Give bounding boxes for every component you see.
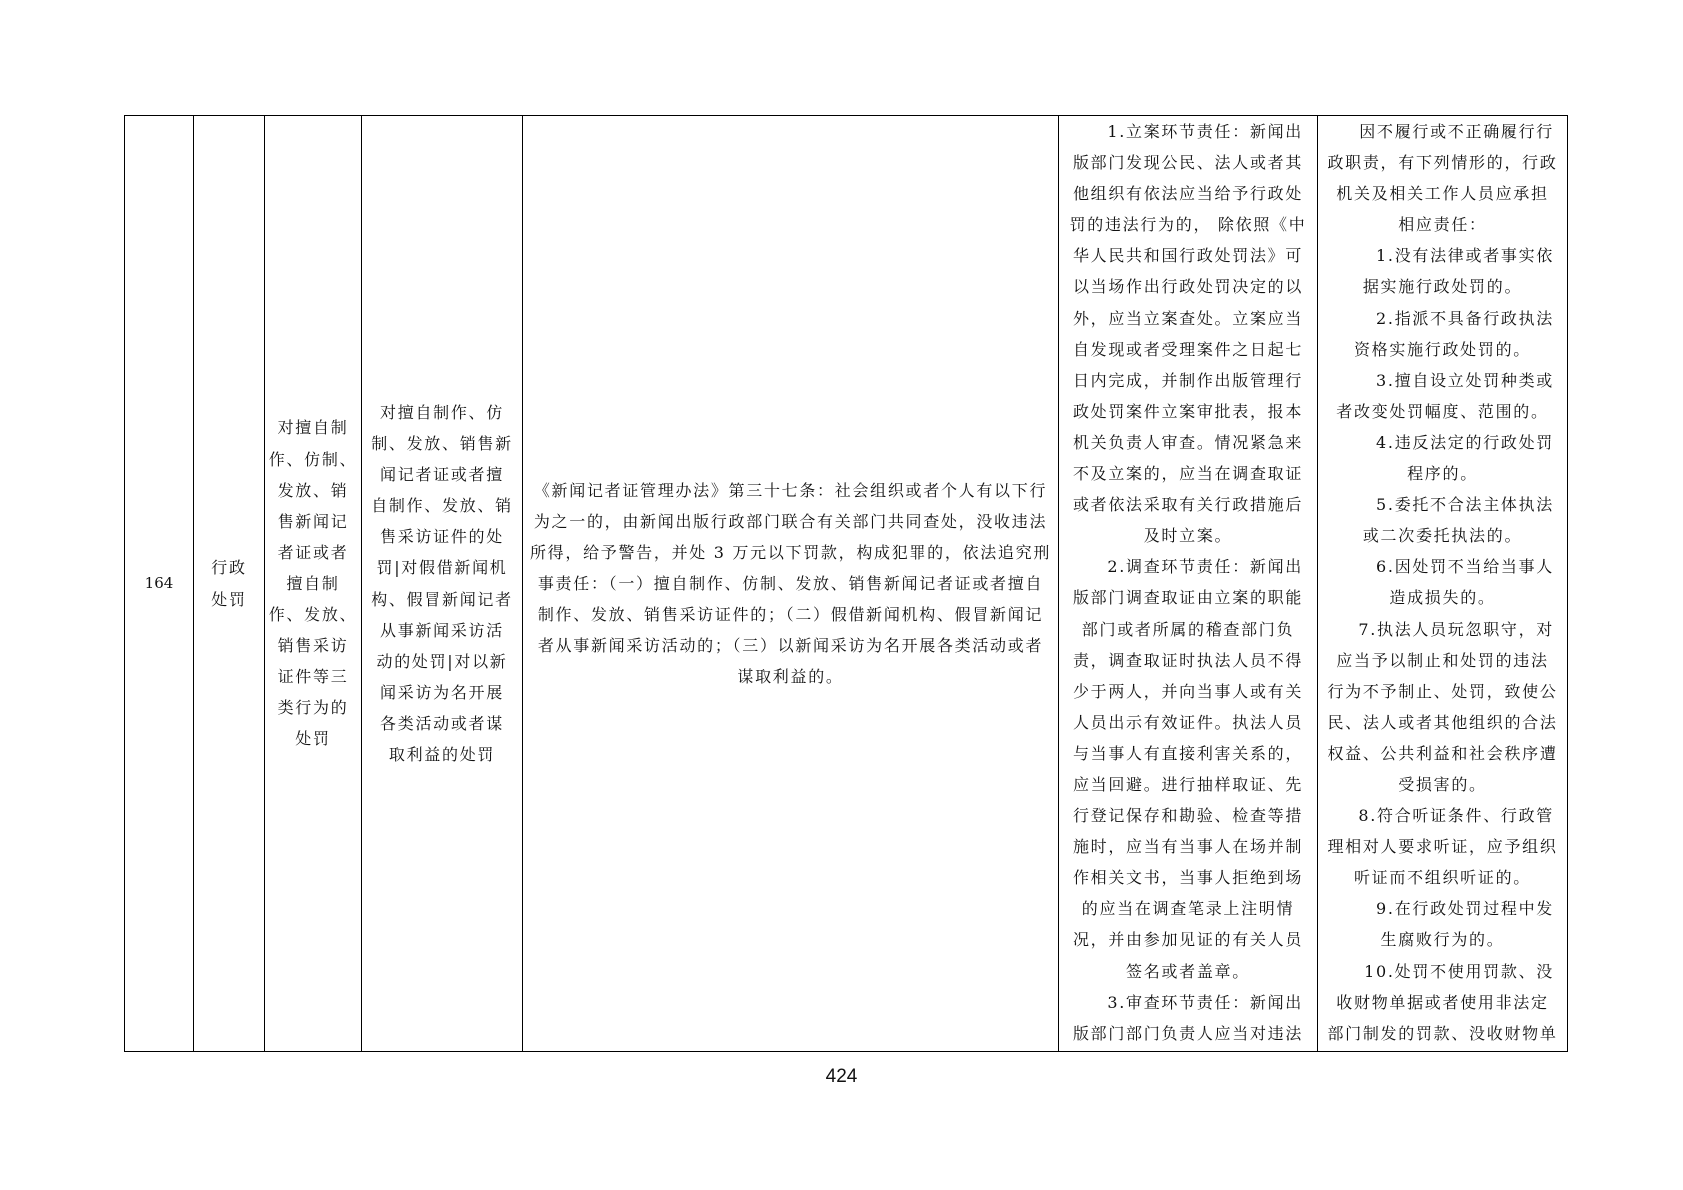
cell-line: 理相对人要求听证，应予组织 (1327, 837, 1558, 857)
cell-line: 生腐败行为的。 (1380, 930, 1505, 950)
cell-line: 制、发放、销售新 (371, 434, 513, 454)
cell-line: 作、发放、 (268, 605, 358, 625)
cell-line: 事责任：（一）擅自制作、仿制、发放、销售新闻记者证或者擅自 (537, 573, 1044, 593)
cell-line: 收财物单据或者使用非法定 (1336, 992, 1549, 1012)
paragraph-first-line: 10.处罚不使用罚款、没 (1364, 961, 1554, 981)
cell-line: 的应当在调查笔录上注明情 (1081, 899, 1295, 919)
paragraph-first-line: 2.调查环节责任：新闻出 (1107, 557, 1303, 577)
cell-category (194, 116, 265, 1051)
cell-line: 处罚 (211, 589, 247, 609)
cell-line: 签名或者盖章。 (1126, 961, 1250, 981)
cell-line: 日内完成，并制作出版管理行 (1072, 370, 1304, 390)
cell-item-name (265, 116, 362, 1051)
cell-line: 不及立案的，应当在调查取证 (1072, 464, 1304, 484)
cell-line: 人员出示有效证件。执法人员 (1072, 712, 1304, 732)
cell-line: 造成损失的。 (1389, 588, 1496, 608)
cell-line: 应当回避。进行抽样取证、先 (1072, 774, 1304, 794)
cell-line: 销售采访 (277, 636, 349, 656)
paragraph-first-line: 1.立案环节责任：新闻出 (1107, 122, 1303, 141)
cell-line: 行登记保存和勘验、检查等措 (1072, 806, 1304, 826)
cell-line: 发放、销 (277, 480, 349, 500)
cell-line: 闻记者证或者擅 (380, 465, 504, 485)
cell-line: 机关及相关工作人员应承担 (1336, 184, 1549, 204)
cell-line: 者改变处罚幅度、范围的。 (1336, 401, 1549, 421)
paragraph-first-line: 5.委托不合法主体执法 (1376, 495, 1554, 515)
cell-line: 罚|对假借新闻机 (376, 558, 508, 578)
cell-seq (125, 116, 194, 1051)
cell-line: 构、假冒新闻记者 (371, 589, 513, 609)
paragraph-first-line: 6.因处罚不当给当事人 (1376, 557, 1554, 577)
cell-line: 动的处罚|对以新 (376, 651, 508, 671)
paragraph-first-line: 7.执法人员玩忽职守，对 (1358, 619, 1554, 639)
cell-line: 行政 (211, 558, 247, 578)
cell-line: 政处罚案件立案审批表，报本 (1072, 401, 1304, 421)
cell-line: 从事新闻采访活 (380, 620, 504, 640)
cell-line: 者从事新闻采访活动的；（三）以新闻采访为名开展各类活动或者 (537, 636, 1044, 656)
cell-line: 以当场作出行政处罚决定的以 (1072, 277, 1304, 297)
cell-line: 或者依法采取有关行政措施后 (1072, 495, 1304, 515)
cell-line: 处罚 (295, 729, 331, 749)
cell-line: 自制作、发放、销 (371, 496, 513, 516)
cell-line: 版部门发现公民、法人或者其 (1072, 153, 1304, 173)
cell-line: 售采访证件的处 (380, 527, 504, 547)
cell-line: 制作、发放、销售采访证件的；（二）假借新闻机构、假冒新闻记 (537, 605, 1044, 625)
cell-line: 各类活动或者谋 (380, 713, 504, 733)
cell-line: 受损害的。 (1398, 774, 1487, 794)
cell-line: 所得，给予警告，并处 3 万元以下罚款，构成犯罪的，依法追究刑 (529, 542, 1052, 562)
cell-line: 华人民共和国行政处罚法》可 (1072, 246, 1304, 266)
cell-line: 售新闻记 (277, 511, 349, 531)
paragraph-first-line: 因不履行或不正确履行行 (1359, 122, 1554, 141)
cell-line: 民、法人或者其他组织的合法 (1327, 712, 1558, 732)
cell-line: 类行为的 (277, 698, 349, 718)
cell-line: 行为不予制止、处罚，致使公 (1327, 681, 1558, 701)
cell-line: 对擅自制作、仿 (380, 402, 504, 422)
row-number: 164 (144, 573, 174, 592)
cell-sub-item (362, 116, 523, 1051)
cell-line: 况，并由参加见证的有关人员 (1072, 930, 1304, 950)
cell-line: 对擅自制 (277, 418, 349, 438)
cell-line: 作、仿制、 (268, 449, 358, 469)
cell-line: 与当事人有直接利害关系的， (1072, 743, 1304, 763)
cell-line: 《新闻记者证管理办法》第三十七条：社会组织或者个人有以下行 (533, 480, 1048, 500)
cell-line: 证件等三 (277, 667, 349, 687)
cell-line: 版部门调查取证由立案的职能 (1072, 588, 1304, 608)
cell-line: 及时立案。 (1143, 526, 1233, 546)
cell-line: 或二次委托执法的。 (1362, 526, 1523, 546)
cell-line: 取利益的处罚 (388, 744, 496, 764)
cell-line: 版部门部门负责人应当对违法 (1072, 1023, 1304, 1043)
cell-line: 少于两人，并向当事人或有关 (1072, 681, 1304, 701)
paragraph-first-line: 3.擅自设立处罚种类或 (1376, 370, 1554, 390)
paragraph-first-line: 1.没有法律或者事实依 (1376, 246, 1554, 266)
page-number: 424 (825, 1066, 858, 1087)
cell-line: 据实施行政处罚的。 (1362, 277, 1523, 297)
paragraph-first-line: 2.指派不具备行政执法 (1376, 308, 1554, 328)
cell-line: 罚的违法行为的， 除依照《中 (1069, 215, 1307, 235)
cell-line: 政职责，有下列情形的，行政 (1327, 153, 1558, 173)
cell-line: 擅自制 (286, 573, 340, 593)
cell-line: 程序的。 (1407, 464, 1478, 484)
cell-responsibility (1059, 116, 1318, 1051)
cell-line: 责，调查取证时执法人员不得 (1072, 650, 1304, 670)
cell-line: 部门制发的罚款、没收财物单 (1327, 1023, 1558, 1043)
cell-line: 者证或者 (277, 542, 349, 562)
responsibility-table (124, 115, 1568, 1052)
cell-line: 自发现或者受理案件之日起七 (1072, 339, 1304, 359)
cell-line: 机关负责人审查。情况紧急来 (1072, 432, 1304, 452)
cell-line: 相应责任： (1398, 215, 1487, 235)
cell-line: 他组织有依法应当给予行政处 (1072, 184, 1304, 204)
cell-line: 为之一的，由新闻出版行政部门联合有关部门共同查处，没收违法 (533, 511, 1048, 531)
cell-line: 部门或者所属的稽查部门负 (1081, 619, 1295, 639)
cell-line: 施时，应当有当事人在场并制 (1072, 837, 1304, 857)
cell-line: 听证而不组织听证的。 (1353, 868, 1531, 888)
cell-legal-basis (523, 116, 1059, 1051)
cell-line: 权益、公共利益和社会秩序遭 (1327, 743, 1558, 763)
cell-line: 资格实施行政处罚的。 (1353, 339, 1531, 359)
paragraph-first-line: 4.违反法定的行政处罚 (1376, 432, 1554, 452)
paragraph-first-line: 8.符合听证条件、行政管 (1358, 806, 1554, 826)
paragraph-first-line: 9.在行政处罚过程中发 (1376, 899, 1554, 919)
cell-line: 作相关文书，当事人拒绝到场 (1072, 868, 1304, 888)
cell-line: 外，应当立案查处。立案应当 (1072, 308, 1304, 328)
cell-line: 谋取利益的。 (737, 667, 844, 687)
cell-line: 闻采访为名开展 (380, 682, 504, 702)
cell-line: 应当予以制止和处罚的违法 (1336, 650, 1549, 670)
paragraph-first-line: 3.审查环节责任：新闻出 (1107, 992, 1303, 1012)
cell-accountability (1318, 116, 1567, 1051)
